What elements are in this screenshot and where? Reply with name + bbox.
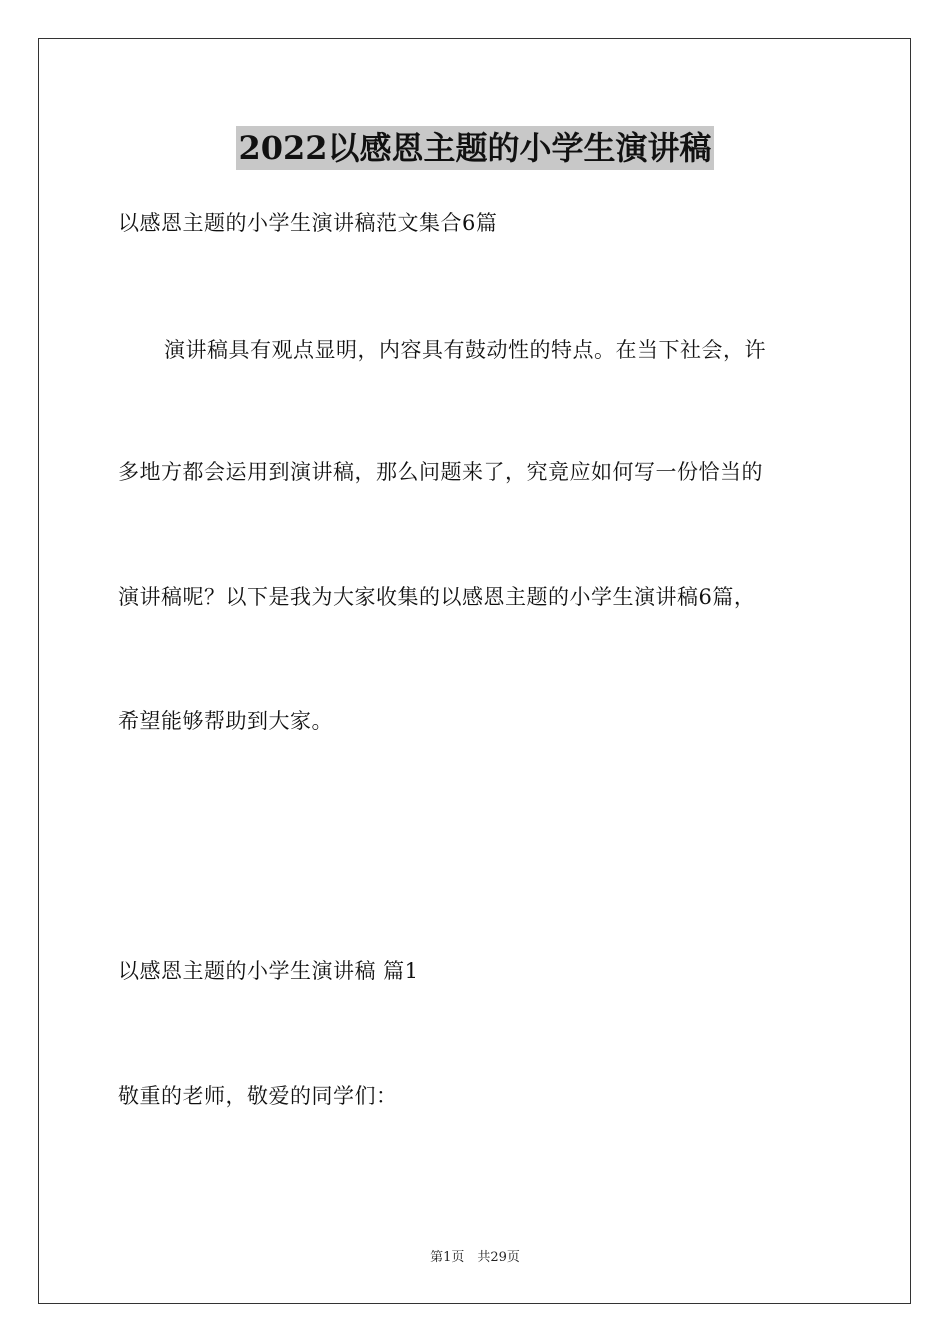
salutation: 敬重的老师，敬爱的同学们： (118, 1084, 398, 1108)
intro-line-2: 多地方都会运用到演讲稿，那么问题来了，究竟应如何写一份恰当的 (118, 460, 763, 484)
intro-line-4: 希望能够帮助到大家。 (118, 709, 333, 733)
title-wrap (0, 126, 950, 170)
document-title: 2022以感恩主题的小学生演讲稿 (236, 126, 713, 170)
section-heading: 以感恩主题的小学生演讲稿 篇1 (118, 959, 419, 983)
intro-line-3: 演讲稿呢？以下是我为大家收集的以感恩主题的小学生演讲稿6篇， (118, 585, 756, 609)
intro-line-1: 演讲稿具有观点显明，内容具有鼓动性的特点。在当下社会，许 (164, 338, 766, 362)
page-number: 第1页 共29页 (430, 1250, 520, 1265)
document-subtitle: 以感恩主题的小学生演讲稿范文集合6篇 (118, 211, 498, 235)
